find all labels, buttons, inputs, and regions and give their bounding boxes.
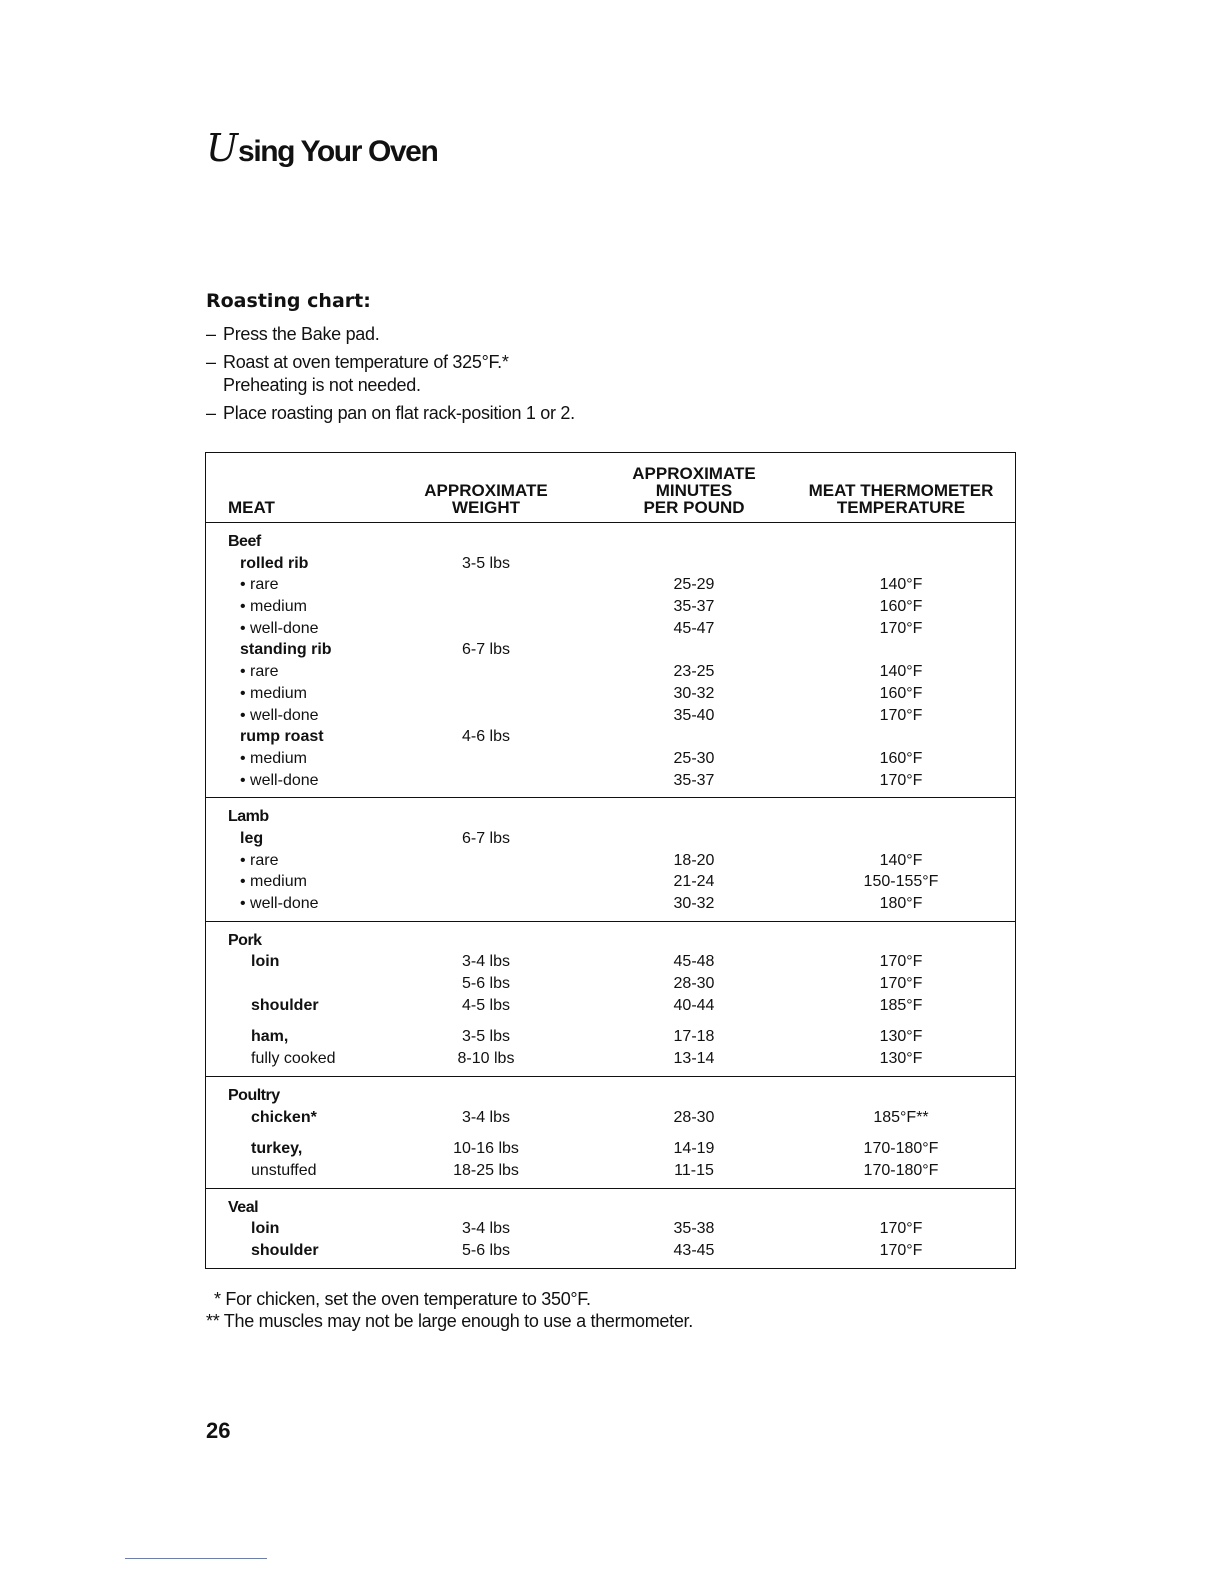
temperature-cell: 160°F <box>879 598 923 616</box>
row-spacer <box>206 1016 1015 1026</box>
temperature-cell: 180°F <box>879 895 923 912</box>
minutes-cell: 35-38 <box>673 1220 715 1238</box>
meat-label: ham, <box>251 1028 289 1046</box>
meat-label: turkey, <box>251 1140 303 1158</box>
instruction-item <box>206 323 575 346</box>
weight-cell: 3-4 lbs <box>461 1220 511 1238</box>
table-row <box>206 748 1015 770</box>
weight-cell: 3-4 lbs <box>461 953 511 971</box>
minutes-cell: 43-45 <box>673 1241 715 1259</box>
temperature-cell: 140°F <box>879 851 923 869</box>
weight-cell: 4-6 lbs <box>461 728 511 746</box>
page-title-rest: sing Your Oven <box>238 135 438 168</box>
table-body <box>206 523 1015 1268</box>
table-row <box>206 871 1015 893</box>
table-row <box>206 1048 1015 1070</box>
temperature-cell: 140°F <box>879 663 923 681</box>
roasting-chart-table <box>205 452 1016 1269</box>
header-weight-line: WEIGHT <box>452 498 520 517</box>
minutes-cell: 25-30 <box>673 749 715 767</box>
weight-cell: 3-5 lbs <box>461 554 511 572</box>
meat-label: rolled rib <box>240 554 309 572</box>
footnotes <box>206 1288 693 1332</box>
category-label: Lamb <box>228 808 269 826</box>
header-meat <box>228 499 275 516</box>
minutes-cell: 45-48 <box>673 953 715 971</box>
minutes-cell: 13-14 <box>673 1050 715 1068</box>
table-row <box>206 574 1015 596</box>
category-row <box>206 1197 1015 1219</box>
weight-cell: 5-6 lbs <box>461 1241 511 1259</box>
meat-label: • rare <box>240 576 279 594</box>
temperature-cell: 170°F <box>879 619 923 637</box>
minutes-cell: 35-40 <box>673 706 715 724</box>
header-minutes-line: MINUTES <box>655 481 733 500</box>
weight-cell: 3-5 lbs <box>461 1028 511 1046</box>
category-row <box>206 930 1015 952</box>
meat-label: • medium <box>240 684 307 702</box>
instruction-item <box>206 351 575 397</box>
table-header <box>206 453 1015 523</box>
header-minutes-line: PER POUND <box>643 498 745 517</box>
table-row <box>206 553 1015 575</box>
temperature-cell: 160°F <box>879 749 923 767</box>
minutes-cell: 35-37 <box>673 598 715 616</box>
footnote: ** The muscles may not be large enough to use a thermometer. <box>206 1311 693 1331</box>
meat-label: • well-done <box>240 706 319 724</box>
minutes-cell: 11-15 <box>674 1161 714 1179</box>
category-label: Pork <box>228 931 262 949</box>
category-label: Beef <box>228 533 261 550</box>
temperature-cell: 150-155°F <box>863 873 939 891</box>
temperature-cell: 170°F <box>879 953 923 971</box>
table-row <box>206 726 1015 748</box>
category-row <box>206 806 1015 828</box>
meat-label: shoulder <box>251 996 319 1014</box>
temperature-cell: 170-180°F <box>863 1140 939 1158</box>
table-row <box>206 995 1015 1017</box>
category-row <box>206 1085 1015 1107</box>
minutes-cell: 30-32 <box>673 895 715 912</box>
header-temp-line: TEMPERATURE <box>836 498 966 517</box>
table-row <box>206 893 1015 915</box>
temperature-cell: 185°F** <box>873 1108 929 1126</box>
table-row <box>206 1240 1015 1262</box>
header-weight <box>406 482 566 516</box>
meat-label: chicken* <box>251 1108 317 1126</box>
table-row <box>206 1218 1015 1240</box>
minutes-cell: 40-44 <box>673 996 715 1014</box>
temperature-cell: 170-180°F <box>863 1161 939 1179</box>
meat-label: loin <box>251 1220 280 1238</box>
temperature-cell: 130°F <box>879 1050 923 1068</box>
minutes-cell: 18-20 <box>673 851 715 869</box>
table-row <box>206 705 1015 727</box>
minutes-cell: 35-37 <box>673 771 715 789</box>
footnote: * For chicken, set the oven temperature to 350°F. <box>214 1289 591 1309</box>
table-row <box>206 1138 1015 1160</box>
table-row <box>206 770 1015 792</box>
meat-label: shoulder <box>251 1241 319 1259</box>
meat-label: • rare <box>240 851 279 869</box>
row-spacer <box>206 1128 1015 1138</box>
temperature-cell: 170°F <box>879 975 923 993</box>
table-row <box>206 850 1015 872</box>
dash-bullet: – <box>206 403 216 423</box>
temperature-cell: 170°F <box>879 1241 923 1259</box>
weight-cell: 6-7 lbs <box>461 829 511 847</box>
instructions-list <box>206 323 575 425</box>
meat-label: • well-done <box>240 619 319 637</box>
category-label: Veal <box>228 1198 259 1216</box>
weight-cell: 4-5 lbs <box>461 996 511 1014</box>
header-weight-line: APPROXIMATE <box>424 481 548 500</box>
minutes-cell: 21-24 <box>673 873 715 891</box>
table-row <box>206 828 1015 850</box>
table-row <box>206 951 1015 973</box>
meat-group <box>206 921 1015 1076</box>
meat-label: • medium <box>240 749 307 767</box>
instruction-item <box>206 402 575 425</box>
meat-group <box>206 797 1015 920</box>
meat-label: standing rib <box>240 641 332 659</box>
meat-group <box>206 1076 1015 1188</box>
weight-cell: 8-10 lbs <box>457 1050 515 1068</box>
meat-label: • well-done <box>240 895 319 912</box>
meat-group <box>206 523 1015 797</box>
page-number: 26 <box>206 1418 231 1443</box>
page-title-initial: U <box>206 126 239 170</box>
meat-label: leg <box>240 829 264 847</box>
weight-cell: 10-16 lbs <box>453 1140 519 1158</box>
minutes-cell: 14-19 <box>673 1140 715 1158</box>
header-meat-text: MEAT <box>228 498 275 517</box>
minutes-cell: 45-47 <box>673 619 715 637</box>
meat-label: fully cooked <box>251 1050 336 1068</box>
temperature-cell: 130°F <box>879 1028 923 1046</box>
section-heading: Roasting chart: <box>206 290 371 312</box>
temperature-cell: 170°F <box>879 706 923 724</box>
bottom-rule <box>125 1558 267 1559</box>
table-row <box>206 973 1015 995</box>
header-minutes-line: APPROXIMATE <box>632 464 756 483</box>
temperature-cell: 160°F <box>879 684 923 702</box>
temperature-cell: 140°F <box>879 576 923 594</box>
weight-cell: 6-7 lbs <box>461 641 511 659</box>
minutes-cell: 23-25 <box>673 663 715 681</box>
table-row <box>206 596 1015 618</box>
instruction-text: Press the Bake pad. <box>223 324 380 344</box>
table-row <box>206 618 1015 640</box>
temperature-cell: 170°F <box>879 1220 923 1238</box>
category-label: Poultry <box>228 1086 280 1104</box>
minutes-cell: 28-30 <box>673 1108 715 1126</box>
meat-label: rump roast <box>240 728 324 746</box>
category-row <box>206 531 1015 553</box>
meat-label: • rare <box>240 663 279 681</box>
table-row <box>206 1107 1015 1129</box>
dash-bullet: – <box>206 324 216 344</box>
meat-label: loin <box>251 953 280 971</box>
instruction-subtext: Preheating is not needed. <box>223 375 421 395</box>
table-row <box>206 661 1015 683</box>
minutes-cell: 17-18 <box>673 1028 715 1046</box>
minutes-cell: 25-29 <box>673 576 715 594</box>
dash-bullet: – <box>206 352 216 372</box>
instruction-text: Place roasting pan on flat rack-position 1 or 2. <box>223 403 575 423</box>
table-row <box>206 639 1015 661</box>
minutes-cell: 28-30 <box>673 975 715 993</box>
table-row <box>206 1160 1015 1182</box>
table-row <box>206 683 1015 705</box>
meat-label: • medium <box>240 873 307 891</box>
temperature-cell: 170°F <box>879 771 923 789</box>
meat-label: • medium <box>240 598 307 616</box>
page-title <box>206 128 437 172</box>
temperature-cell: 185°F <box>879 996 923 1014</box>
weight-cell: 18-25 lbs <box>453 1161 519 1179</box>
meat-label: unstuffed <box>251 1161 317 1179</box>
header-temp-line: MEAT THERMOMETER <box>808 481 994 500</box>
instruction-text: Roast at oven temperature of 325°F.* <box>223 352 509 372</box>
meat-label: • well-done <box>240 771 319 789</box>
header-minutes <box>609 465 779 516</box>
weight-cell: 5-6 lbs <box>461 975 511 993</box>
weight-cell: 3-4 lbs <box>461 1108 511 1126</box>
minutes-cell: 30-32 <box>673 684 715 702</box>
meat-group <box>206 1188 1015 1268</box>
table-row <box>206 1026 1015 1048</box>
header-temperature <box>791 482 1011 516</box>
